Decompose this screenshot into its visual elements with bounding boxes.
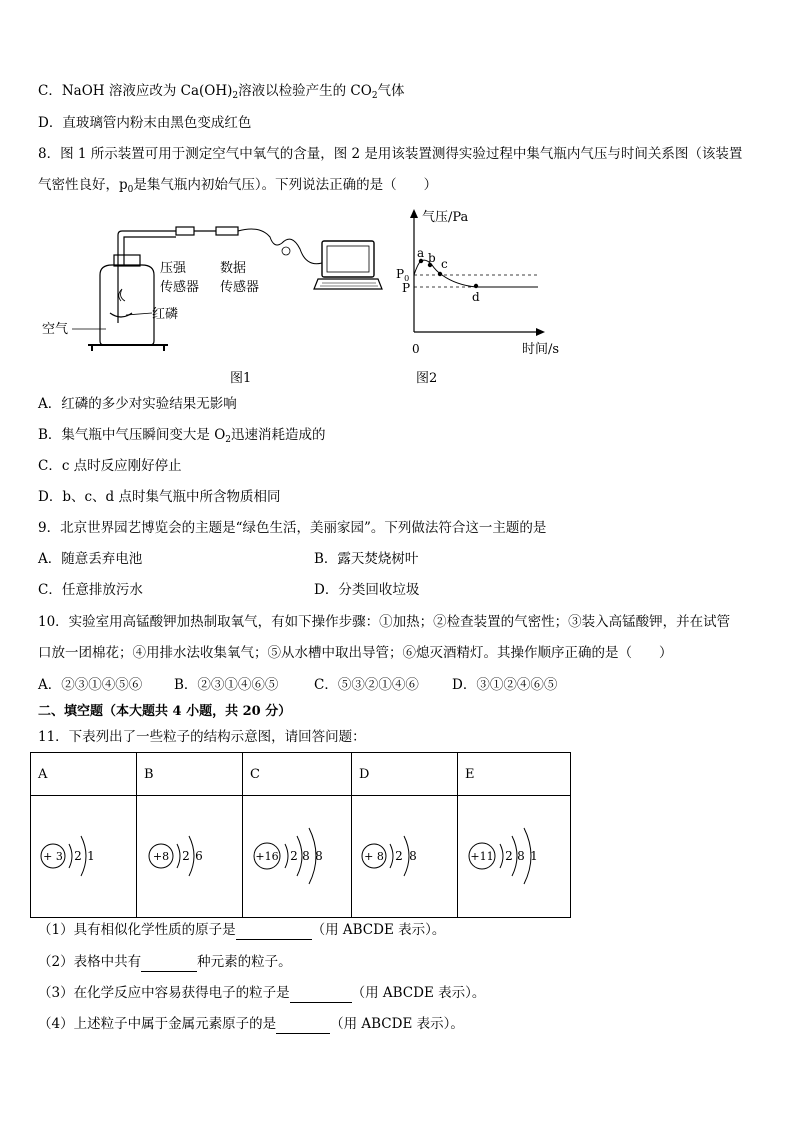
shell-electrons: 6 [195, 849, 203, 863]
figure2-caption: 图2 [416, 371, 438, 386]
data-sensor-label-1: 数据 [220, 261, 247, 276]
point-c-label: c [441, 257, 448, 271]
shell-electrons: 1 [530, 849, 538, 863]
atom-diagram-c [243, 796, 352, 918]
y-axis-label: 气压/Pa [422, 210, 469, 225]
column-a-label: A [31, 753, 137, 796]
q11-sub3-suffix: （用 ABCDE 表示）。 [351, 985, 486, 1001]
atom-c-svg [243, 796, 351, 913]
column-b-label: B [137, 753, 243, 796]
shell-electrons: 8 [517, 849, 525, 863]
q11-stem: 11．下表列出了一些粒子的结构示意图，请回答问题： [38, 729, 366, 745]
q8-option-b-text: B．集气瓶中气压瞬间变大是 O [38, 427, 226, 443]
shell-electrons: 8 [302, 849, 310, 863]
nucleus-charge: +16 [255, 850, 279, 863]
q8-option-c: C．c 点时反应刚好停止 [38, 458, 182, 474]
data-sensor [216, 227, 238, 235]
point-c [438, 272, 442, 276]
q11-sub1-text: （1）具有相似化学性质的原子是 [38, 922, 236, 938]
q7-option-c-text-b: 溶液以检验产生的 CO [238, 83, 372, 99]
figure2-pressure-graph [388, 205, 568, 390]
q9-option-c: C．任意排放污水 [38, 582, 143, 598]
q8-option-b-text-end: 迅速消耗造成的 [231, 427, 326, 443]
subscript: 2 [232, 91, 239, 101]
x-axis-label: 时间/s [522, 342, 560, 357]
pressure-sensor-label-2: 传感器 [160, 280, 200, 295]
flame [119, 289, 125, 301]
column-e-label: E [458, 753, 571, 796]
answer-blank-4[interactable] [276, 1015, 330, 1034]
q7-option-c [38, 82, 405, 105]
shell-electrons: 2 [505, 849, 513, 863]
electron-shell [390, 844, 393, 868]
section-heading: 二、填空题（本大题共 4 小题，共 20 分） [38, 704, 292, 719]
pressure-sensor [176, 227, 194, 235]
q11-sub2 [38, 953, 292, 972]
particle-table [30, 752, 571, 918]
column-d-label: D [352, 753, 458, 796]
atom-e-svg [458, 796, 570, 913]
cable-loop [282, 247, 290, 255]
figure1-caption: 图1 [230, 371, 252, 386]
electron-shell [69, 844, 72, 868]
q11-sub2-suffix: 种元素的粒子。 [197, 954, 292, 970]
q11-sub3-text: （3）在化学反应中容易获得电子的粒子是 [38, 985, 290, 1001]
q10-stem-line1: 10．实验室用高锰酸钾加热制取氧气，有如下操作步骤：①加热；②检查装置的气密性；③装入高锰酸钾，并在试管 [38, 614, 731, 630]
q8-stem-text: 气密性良好，p [38, 177, 128, 193]
q11-sub1-suffix: （用 ABCDE 表示）。 [311, 922, 446, 938]
q11-sub4-text: （4）上述粒子中属于金属元素原子的是 [38, 1016, 277, 1032]
electron-shell [500, 844, 503, 868]
laptop-keyboard [314, 279, 382, 289]
atom-b-svg [137, 796, 242, 913]
answer-blank-2[interactable] [141, 953, 197, 972]
atom-diagram-e [458, 796, 571, 918]
q11-sub4 [38, 1015, 464, 1034]
q8-option-a: A．红磷的多少对实验结果无影响 [38, 396, 237, 412]
gas-bottle [100, 265, 154, 345]
q7-option-c-text-c: 气体 [377, 83, 405, 99]
particle-table-diagram-row [31, 796, 571, 918]
nucleus-charge: +11 [470, 850, 494, 863]
shell-electrons: 2 [290, 849, 298, 863]
shell-electrons: 1 [87, 849, 95, 863]
shell-electrons: 2 [74, 849, 82, 863]
q8-option-b [38, 426, 326, 449]
laptop-display [327, 246, 369, 272]
q11-sub3 [38, 984, 485, 1003]
q8-stem-line1: 8．图 1 所示装置可用于测定空气中氧气的含量，图 2 是用该装置测得实验过程中集气瓶内气压与时间关系图（该装置 [38, 146, 743, 162]
q8-stem-text-end: 是集气瓶内初始气压）。下列说法正确的是（ ） [133, 177, 438, 193]
atom-diagram-d [352, 796, 458, 918]
point-a-label: a [417, 246, 425, 260]
q9-option-d: D．分类回收垃圾 [314, 582, 420, 598]
p0-label: $P_0$ [396, 267, 410, 283]
q10-stem-line2: 口放一团棉花；④用排水法收集氧气；⑤从水槽中取出导管；⑥熄灭酒精灯。其操作顺序正确的是（ ） [38, 645, 673, 661]
q9-option-b: B．露天焚烧树叶 [314, 551, 419, 567]
origin-label: 0 [412, 342, 420, 356]
point-d-label: d [472, 290, 480, 304]
q10-option-c: C．⑤③②①④⑥ [314, 677, 419, 693]
column-c-label: C [243, 753, 352, 796]
atom-diagram-b [137, 796, 243, 918]
pressure-sensor-label-1: 压强 [160, 261, 187, 276]
subscript: 2 [225, 435, 232, 445]
atom-diagram-a [31, 796, 137, 918]
q7-option-c-text-a: C．NaOH 溶液应改为 Ca(OH) [38, 83, 233, 99]
phosphorus-label: 红磷 [152, 307, 179, 322]
air-label: 空气 [42, 322, 69, 337]
nucleus-charge: +8 [152, 850, 170, 863]
shell-electrons: 2 [395, 849, 403, 863]
q10-option-a: A．②③①④⑤⑥ [38, 677, 143, 693]
point-b-label: b [428, 251, 436, 265]
point-d [474, 284, 478, 288]
nucleus-charge: + 3 [43, 850, 63, 863]
q8-option-d: D．b、c、d 点时集气瓶中所含物质相同 [38, 489, 281, 505]
electron-shell [177, 844, 180, 868]
nucleus-charge: + 8 [364, 850, 384, 863]
y-axis-arrow [410, 209, 418, 218]
q11-sub2-text: （2）表格中共有 [38, 954, 142, 970]
particle-table-header-row [31, 753, 571, 796]
answer-blank-1[interactable] [236, 921, 312, 940]
q9-option-a: A．随意丢弃电池 [38, 551, 143, 567]
q9-stem: 9．北京世界园艺博览会的主题是“绿色生活，美丽家园”。下列做法符合这一主题的是 [38, 520, 547, 536]
shell-electrons: 8 [409, 849, 417, 863]
q7-option-d: D．直玻璃管内粉末由黑色变成红色 [38, 115, 252, 131]
figure1-apparatus [30, 205, 390, 390]
usb-cable [238, 229, 322, 264]
data-sensor-label-2: 传感器 [220, 280, 260, 295]
q11-sub4-suffix: （用 ABCDE 表示）。 [330, 1016, 464, 1032]
shell-electrons: 2 [182, 849, 190, 863]
x-axis-arrow [536, 328, 545, 336]
electron-shell [285, 844, 288, 868]
atom-a-svg [31, 796, 136, 913]
q11-sub1 [38, 921, 445, 940]
p-label: P [402, 281, 411, 295]
subscript: 0 [127, 185, 134, 195]
q10-option-b: B．②③①④⑥⑤ [174, 677, 279, 693]
answer-blank-3[interactable] [290, 984, 352, 1003]
shell-electrons: 8 [315, 849, 323, 863]
q10-option-d: D．③①②④⑥⑤ [452, 677, 558, 693]
atom-d-svg [352, 796, 457, 913]
q8-stem-line2 [38, 176, 437, 199]
subscript: 2 [371, 91, 378, 101]
